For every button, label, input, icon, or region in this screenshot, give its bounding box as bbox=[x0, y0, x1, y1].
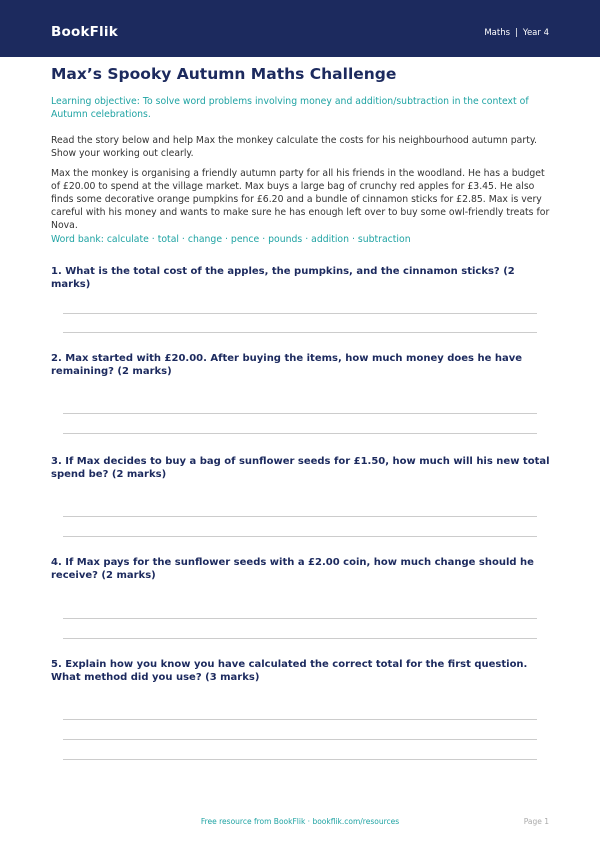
answer-line[interactable] bbox=[63, 313, 537, 314]
question-2: 2. Max started with £20.00. After buying the items, how much money does he have remaining? (2 marks) bbox=[51, 353, 523, 377]
answer-line[interactable] bbox=[63, 413, 537, 414]
footer-credit: Free resource from BookFlik · bookflik.com/resources bbox=[200, 817, 400, 826]
meta-separator: | bbox=[515, 28, 518, 38]
question-5: 5. Explain how you know you have calculated the correct total for the first question. What method did you use? (3 marks) bbox=[51, 659, 528, 683]
page-header bbox=[0, 0, 600, 57]
question-1: 1. What is the total cost of the apples, the pumpkins, and the cinnamon sticks? (2 marks) bbox=[51, 266, 515, 290]
answer-line[interactable] bbox=[63, 759, 537, 760]
answer-line[interactable] bbox=[63, 516, 537, 517]
question-4: 4. If Max pays for the sunflower seeds with a £2.00 coin, how much change should he receive? (2 marks) bbox=[51, 557, 534, 581]
learning-objective: Learning objective: To solve word problems involving money and addition/subtraction in the context of Autumn celebrations. bbox=[51, 96, 529, 120]
year-label: Year 4 bbox=[522, 28, 549, 38]
answer-line[interactable] bbox=[63, 618, 537, 619]
question-3: 3. If Max decides to buy a bag of sunflower seeds for £1.50, how much will his new total spend be? (2 marks) bbox=[51, 456, 550, 480]
intro-paragraph: Read the story below and help Max the monkey calculate the costs for his neighbourhood autumn party. Show your working out clearly. bbox=[51, 135, 537, 159]
brand-logo: BookFlik bbox=[51, 24, 118, 40]
answer-line[interactable] bbox=[63, 332, 537, 333]
answer-line[interactable] bbox=[63, 638, 537, 639]
answer-line[interactable] bbox=[63, 739, 537, 740]
header-meta bbox=[484, 28, 549, 38]
worksheet-title: Max’s Spooky Autumn Maths Challenge bbox=[51, 65, 397, 83]
answer-line[interactable] bbox=[63, 433, 537, 434]
page-number: Page 1 bbox=[523, 817, 549, 826]
word-bank: Word bank: calculate · total · change · pence · pounds · addition · subtraction bbox=[51, 234, 411, 245]
story-paragraph: Max the monkey is organising a friendly autumn party for all his friends in the woodland. He has a budget of £20.00 to spend at the village market. Max buys a large bag of crunchy red apples for £3.45. He also finds some decorative orange pumpkins for £6.20 and a bundle of cinnamon sticks for £2.85. Max is very careful with his money and wants to make sure he has enough left over to buy some owl-friendly treats for Nova. bbox=[51, 168, 550, 231]
answer-line[interactable] bbox=[63, 719, 537, 720]
subject-label: Maths bbox=[484, 28, 511, 38]
answer-line[interactable] bbox=[63, 536, 537, 537]
